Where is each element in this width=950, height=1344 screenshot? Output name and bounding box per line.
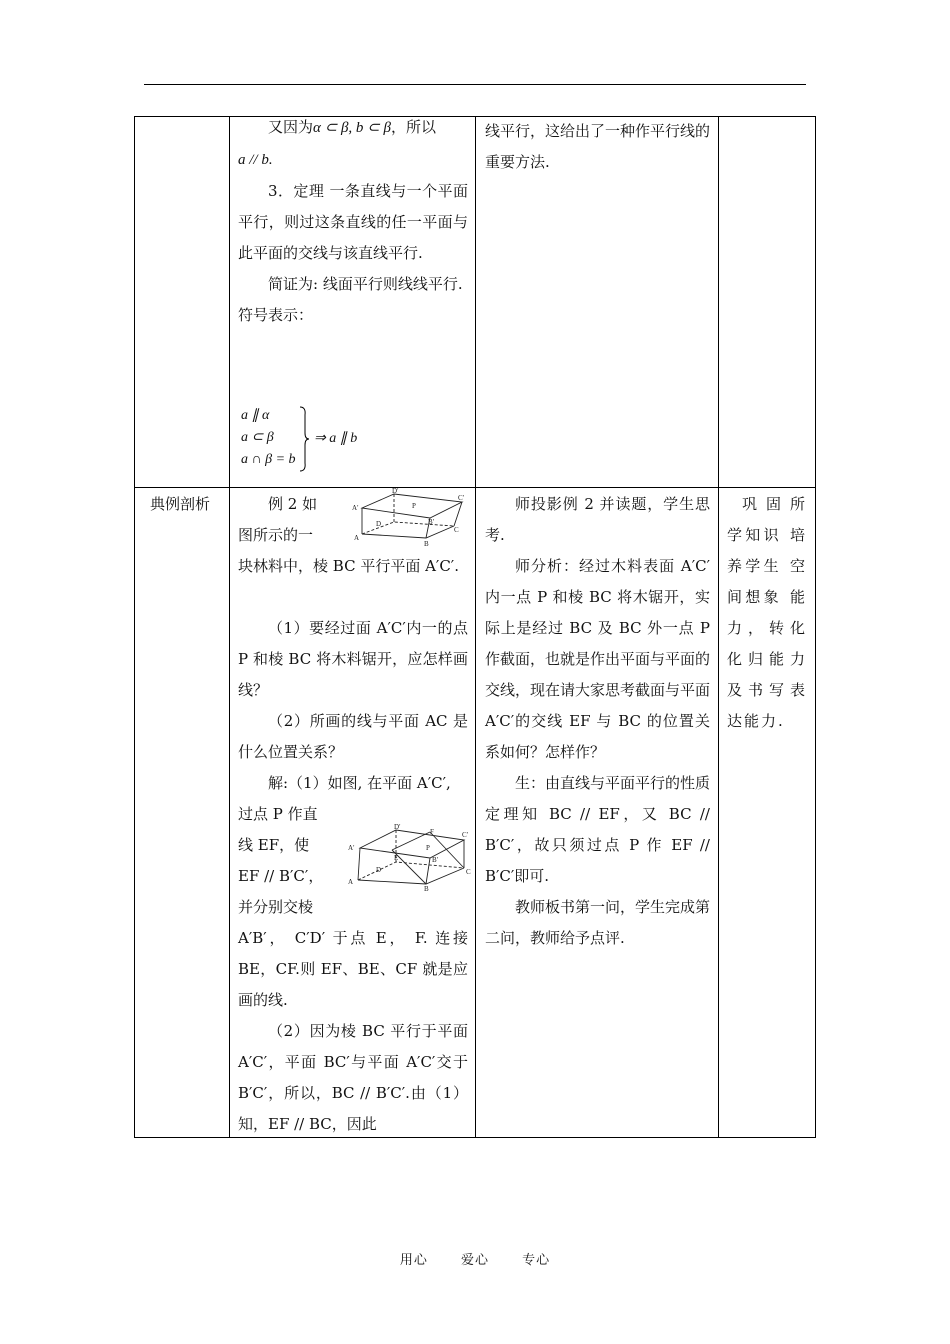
section-label: 典例剖析 — [150, 495, 211, 513]
row1-content-cell — [238, 112, 468, 331]
fig2-label-e: E — [394, 854, 399, 862]
solution-line-4: EF // B′C′， — [238, 867, 324, 885]
prism-figure-2 — [346, 822, 474, 892]
reason-prefix: 又因为 — [268, 118, 314, 136]
premise-3: a ∩ β = b — [241, 452, 296, 467]
example-line-3: 块林料中，棱 BC 平行平面 A′C′. — [238, 557, 459, 575]
top-rule — [144, 84, 806, 85]
teacher-activity-cell — [485, 489, 710, 954]
fig1-label-p: P — [412, 502, 416, 510]
page-footer — [0, 1249, 950, 1268]
solution-wide — [238, 923, 468, 1140]
solution-narrow — [238, 799, 338, 923]
design-intent-cell: 巩 固 所学知识 培养学生 空间想象 能力，转化 化归能力 及书写表 达能力. — [727, 495, 807, 730]
theorem-text: 3．定理 一条直线与一个平面平行，则过这条直线的任一平面与此平面的交线与该直线平行. — [238, 182, 468, 262]
fig1-label-c-prime: C′ — [458, 494, 465, 502]
example-heading: 例 2 如 — [268, 495, 318, 513]
example-intro-a — [238, 489, 338, 551]
reason-line — [238, 112, 468, 144]
footer-word-2: 爱心 — [460, 1253, 489, 1268]
fig2-label-a: A — [348, 878, 354, 886]
fig2-label-f: F — [430, 828, 434, 836]
teacher-para-3: 生：由直线与平面平行的性质定理知 BC // EF，又 BC // B′C′，故只须过点 P 作 EF // B′C′即可. — [485, 774, 711, 885]
fig1-label-c: C — [454, 526, 459, 534]
fig2-label-c: C — [466, 868, 471, 876]
solution-line-5: 并分别交棱 — [238, 898, 314, 916]
solution-line-2: 过点 P 作直 — [238, 805, 318, 823]
table-border-bottom — [134, 1137, 816, 1138]
fig2-label-c-prime: C′ — [462, 831, 469, 839]
table-divider-3 — [718, 116, 719, 1138]
solution-line-6: A′B′， C′D′ 于点 E， F. 连接 BE，CF.则 EF、BE、CF 就是应画的线. — [238, 929, 468, 1009]
prism-figure-1 — [350, 488, 472, 548]
symbol-label: 符号表示： — [238, 306, 314, 324]
question-2: （2）所画的线与平面 AC 是什么位置关系？ — [238, 712, 468, 761]
example-body — [238, 551, 468, 799]
teacher-para-1: 师投影例 2 并读题，学生思考. — [485, 495, 710, 544]
fig1-label-d-prime: D′ — [392, 488, 399, 495]
premise-1: a ∥ α — [241, 408, 270, 423]
symbol-result: ⇒ a ∥ b — [314, 431, 358, 446]
example-line-2: 图所示的一 — [238, 526, 314, 544]
solution-part-2: （2）因为棱 BC 平行于平面 A′C′，平面 BC′与平面 A′C′交于 B′C′，所以，BC // B′C′.由（1）知，EF // BC，因此 — [238, 1022, 468, 1133]
fig1-label-b: B — [424, 540, 429, 548]
footer-word-1: 用心 — [399, 1253, 428, 1268]
right-brace — [298, 405, 310, 473]
table-border-top — [134, 116, 816, 117]
fig2-label-p: P — [426, 844, 430, 852]
fig2-label-b-prime: B′ — [432, 856, 439, 864]
table-border-left — [134, 116, 135, 1138]
premise-2: a ⊂ β — [241, 430, 274, 445]
fig2-label-d-prime: D′ — [394, 823, 401, 831]
footer-word-3: 专心 — [522, 1253, 551, 1268]
fig2-label-d: D — [376, 866, 382, 874]
teacher-para-4: 教师板书第一问，学生完成第二问，教师给予点评. — [485, 898, 711, 947]
solution-line-3: 线 EF，使 — [238, 836, 310, 854]
fig1-label-a-prime: A′ — [352, 504, 359, 512]
table-row-divider — [134, 487, 816, 488]
question-1: （1）要经过面 A′C′内一的点 P 和棱 BC 将木料锯开，应怎样画线？ — [238, 619, 468, 699]
table-border-right — [815, 116, 816, 1138]
reason-math: α ⊂ β, b ⊂ β — [313, 120, 391, 136]
fig2-label-b: B — [424, 885, 429, 892]
fig1-label-d: D — [376, 520, 382, 528]
fig2-label-a-prime: A′ — [348, 844, 355, 852]
fig1-label-a: A — [354, 534, 360, 542]
teacher-para-2: 师分析：经过木料表面 A′C′内一点 P 和棱 BC 将木锯开，实际上是经过 BC 及 BC 外一点 P 作截面，也就是作出平面与平面的交线，现在请大家思考截面与平面 A′C′的交线 EF 与 BC 的位置关系如何？怎样作？ — [485, 557, 711, 761]
brief-proof: 简证为: 线面平行则线线平行. — [268, 275, 463, 293]
row1-teacher-cell: 线平行，这给出了一种作平行线的重要方法. — [485, 122, 711, 171]
fig1-label-b-prime: B′ — [428, 518, 435, 526]
conclusion-line: a // b. — [238, 152, 273, 168]
table-divider-2 — [475, 116, 476, 1138]
solution-line-1: 解:（1）如图, 在平面 A′C′, — [268, 774, 451, 792]
reason-suffix: ，所以 — [390, 118, 436, 136]
table-divider-1 — [229, 116, 230, 1138]
